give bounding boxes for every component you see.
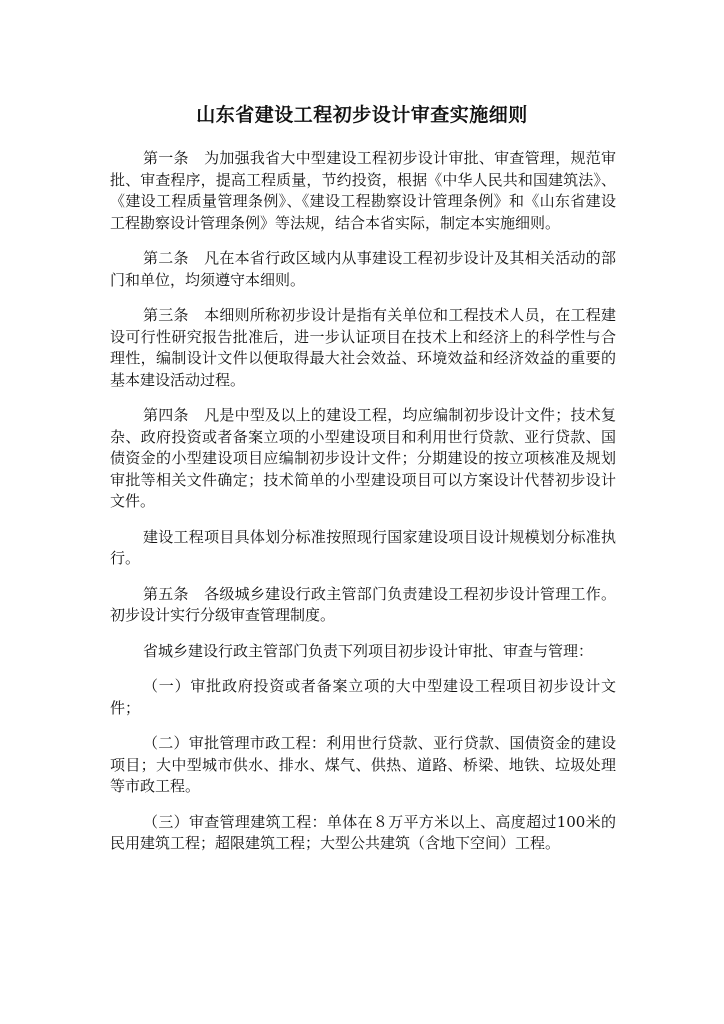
article-2: 第二条 凡在本省行政区域内从事建设工程初步设计及其相关活动的部门和单位，均须遵守本细则。 bbox=[110, 249, 616, 289]
article-5: 第五条 各级城乡建设行政主管部门负责建设工程初步设计管理工作。初步设计实行分级审查管理制度。 bbox=[110, 584, 616, 624]
article-3: 第三条 本细则所称初步设计是指有关单位和工程技术人员，在工程建设可行性研究报告批准后，进一步认证项目在技术上和经济上的科学性与合理性，编制设计文件以便取得最大社会效益、环境效益和经济效益的重要的基本建设活动过程。 bbox=[110, 306, 616, 389]
article-5-item-3: （三）审查管理建筑工程：单体在８万平方米以上、高度超过100米的民用建筑工程；超限建筑工程；大型公共建筑（含地下空间）工程。 bbox=[110, 812, 616, 852]
article-5-intro: 省城乡建设行政主管部门负责下列项目初步设计审批、审查与管理： bbox=[143, 641, 594, 660]
article-4: 第四条 凡是中型及以上的建设工程，均应编制初步设计文件；技术复杂、政府投资或者备案立项的小型建设项目和利用世行贷款、亚行贷款、国债资金的小型建设项目应编制初步设计文件；分期建设的按立项核准及规划审批等相关文件确定；技术简单的小型建设项目可以方案设计代替初步设计文件。 bbox=[110, 406, 616, 510]
document-body bbox=[110, 148, 616, 869]
article-4-note: 建设工程项目具体划分标准按照现行国家建设项目设计规模划分标准执行。 bbox=[110, 527, 616, 567]
article-5-item-1: （一）审批政府投资或者备案立项的大中型建设工程项目初步设计文件； bbox=[110, 677, 616, 717]
article-1: 第一条 为加强我省大中型建设工程初步设计审批、审查管理，规范审批、审查程序，提高工程质量，节约投资，根据《中华人民共和国建筑法》、《建设工程质量管理条例》、《建设工程勘察设计管理条例》和《山东省建设工程勘察设计管理条例》等法规，结合本省实际，制定本实施细则。 bbox=[110, 149, 616, 232]
article-5-item-2: （二）审批管理市政工程：利用世行贷款、亚行贷款、国债资金的建设项目；大中型城市供水、排水、煤气、供热、道路、桥梁、地铁、垃圾处理等市政工程。 bbox=[110, 734, 616, 795]
document-title: 山东省建设工程初步设计审查实施细则 bbox=[196, 104, 528, 126]
